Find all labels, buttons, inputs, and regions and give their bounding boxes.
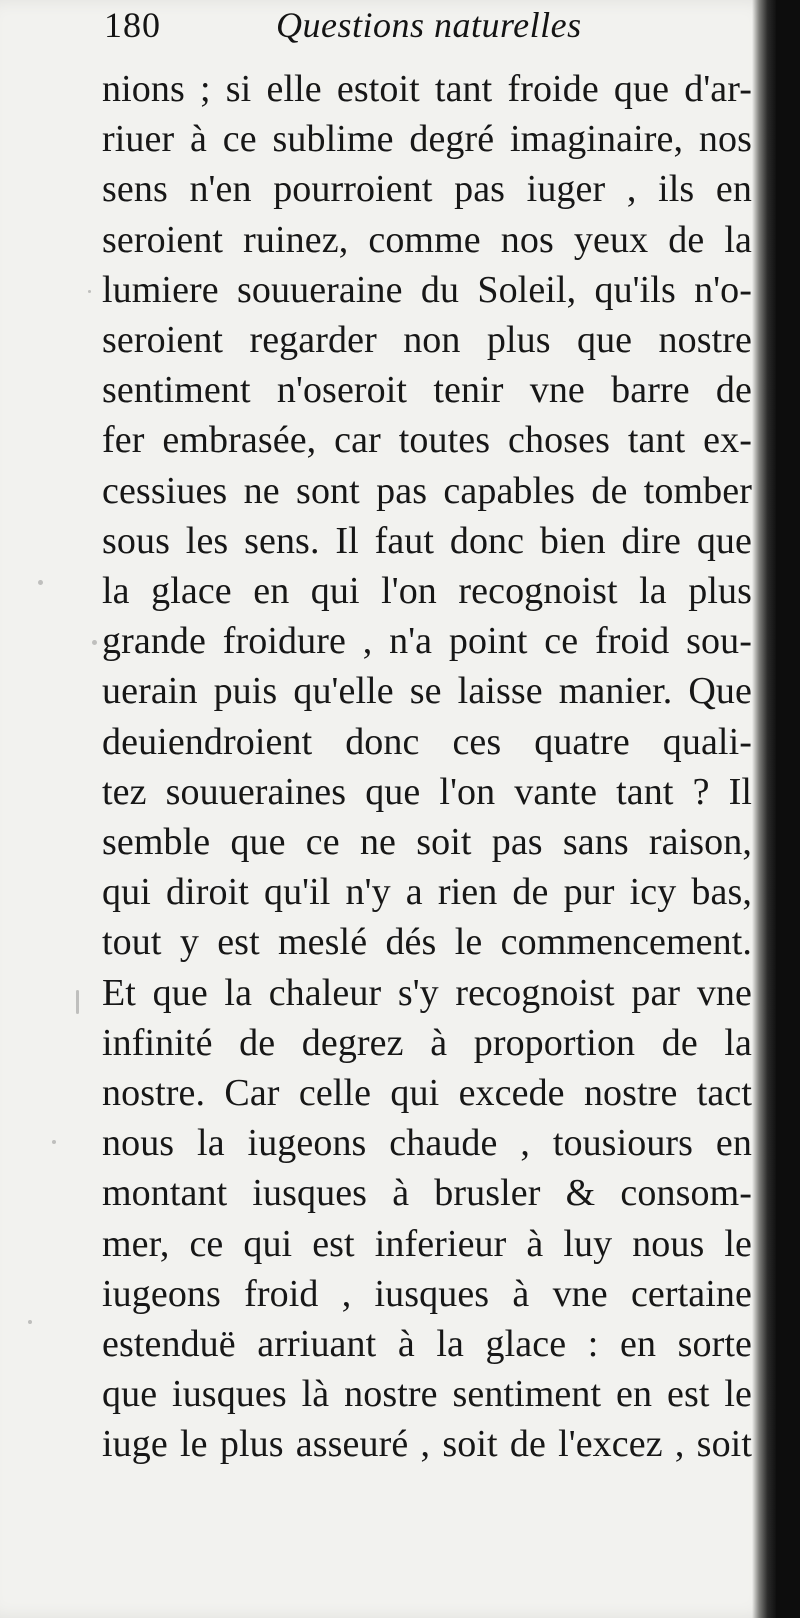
text-line: sens n'en pourroient pas iuger , ils en	[102, 168, 752, 211]
paper-speck	[52, 1140, 56, 1144]
text-line: la glace en qui l'on recognoist la plus	[102, 570, 752, 613]
body-text	[102, 64, 762, 1470]
text-line: tout y est meslé dés le commencement.	[102, 921, 752, 964]
text-line: sous les sens. Il faut donc bien dire que	[102, 519, 752, 562]
text-line: montant iusques à brusler & consom-	[102, 1172, 752, 1215]
text-line: cessiues ne sont pas capables de tomber	[102, 469, 752, 512]
text-line: riuer à ce sublime degré imaginaire, nos	[102, 118, 752, 161]
text-line: fer embrasée, car toutes choses tant ex-	[102, 419, 752, 462]
text-line: iuge le plus asseuré , soit de l'excez , soit	[102, 1423, 752, 1466]
text-line: iugeons froid , iusques à vne certaine	[102, 1272, 752, 1315]
paper-speck	[88, 290, 91, 293]
text-line: seroient regarder non plus que nostre	[102, 319, 752, 362]
running-head: Questions naturelles	[276, 5, 582, 45]
text-line: infinité de degrez à proportion de la	[102, 1021, 752, 1064]
text-line: sentiment n'oseroit tenir vne barre de	[102, 369, 752, 412]
text-line: estenduë arriuant à la glace : en sorte	[102, 1323, 752, 1366]
text-line: mer, ce qui est inferieur à luy nous le	[102, 1222, 752, 1265]
paper-speck	[28, 1320, 32, 1324]
text-line: qui diroit qu'il n'y a rien de pur icy bas,	[102, 871, 752, 914]
text-line: semble que ce ne soit pas sans raison,	[102, 821, 752, 864]
page-gutter-shadow	[752, 0, 776, 1618]
page-header	[104, 4, 664, 56]
text-line: lumiere souueraine du Soleil, qu'ils n'o-	[102, 268, 752, 311]
text-line: nions ; si elle estoit tant froide que d'ar-	[102, 68, 752, 110]
page-number: 180	[104, 5, 161, 45]
text-line: uerain puis qu'elle se laisse manier. Que	[102, 670, 752, 713]
paper-speck	[38, 580, 43, 585]
text-line: grande froidure , n'a point ce froid sou-	[102, 620, 752, 663]
scan-edge	[776, 0, 800, 1618]
text-line: tez souueraines que l'on vante tant ? Il	[102, 770, 752, 813]
paper-speck	[92, 640, 97, 645]
text-line: que iusques là nostre sentiment en est le	[102, 1373, 752, 1416]
text-line: seroient ruinez, comme nos yeux de la	[102, 218, 752, 261]
paper-speck	[76, 990, 79, 1014]
text-line: Et que la chaleur s'y recognoist par vne	[102, 971, 752, 1014]
text-line: nous la iugeons chaude , tousiours en	[102, 1122, 752, 1165]
text-line: nostre. Car celle qui excede nostre tact	[102, 1072, 752, 1115]
text-line: deuiendroient donc ces quatre quali-	[102, 720, 752, 763]
